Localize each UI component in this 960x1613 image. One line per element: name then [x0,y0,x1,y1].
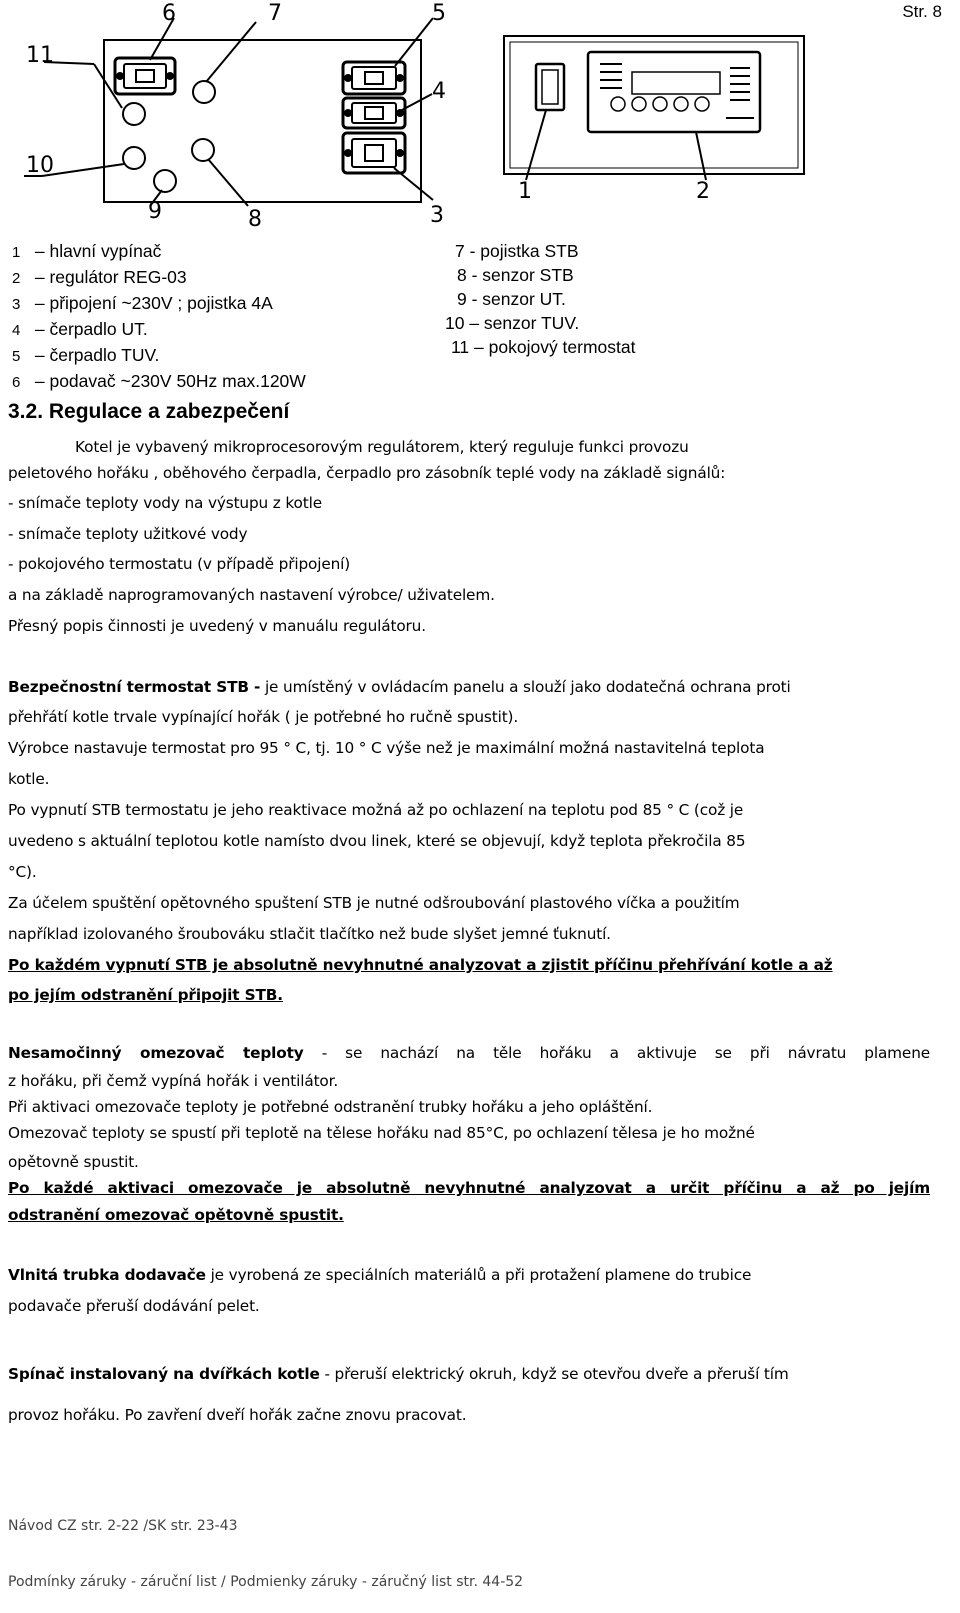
intro-line: Kotel je vybavený mikroprocesorovým regulátorem, který reguluje funkci provozu [75,438,689,456]
legend-item: 11 – pokojový termostat [451,337,636,357]
intro-line: peletového hořáku , oběhového čerpadla, čerpadlo pro zásobník teplé vody na základě signálů: [8,464,726,482]
stb-line: Výrobce nastavuje termostat pro 95 ° C, tj. 10 ° C výše než je maximální možná nastavitelná teplota [8,739,765,757]
legend-item: 10 – senzor TUV. [445,313,580,333]
socket-pump-tuv-icon [343,62,405,94]
limiter-line: opětovně spustit. [8,1153,139,1171]
legend-item: 4 – čerpadlo UT. [12,319,148,339]
power-inlet-icon [343,133,405,173]
socket-pump-ut-icon [343,98,405,128]
tube-line: podavače přeruší dodávání pelet. [8,1297,260,1315]
callout-9: 9 [148,199,162,224]
legend-item: 3 – připojení ~230V ; pojistka 4A [12,293,273,313]
callout-11: 11 [26,43,54,68]
stb-fuse-icon [193,81,215,103]
page-number: Str. 8 [902,2,942,21]
callout-7: 7 [268,1,282,26]
section-title: 3.2. Regulace a zabezpečení [8,400,290,423]
stb-line: kotle. [8,770,50,788]
legend-item: 2 – regulátor REG-03 [12,267,187,287]
socket-feeder-icon [115,58,175,94]
stb-line: například izolovaného šroubováku stlačit tlačítko než bude slyšet jemné ťuknutí. [8,925,611,943]
sensor-tuv-gland-icon [123,147,145,169]
limiter-line: Při aktivaci omezovače teploty je potřebné odstranění trubky hořáku a jeho opláštění. [8,1098,653,1116]
stb-line: Bezpečnostní termostat STB - je umístěný v ovládacím panelu a slouží jako dodatečná ochrana proti [8,678,791,696]
intro-line: a na základě naprogramovaných nastavení výrobce/ uživatelem. [8,586,495,604]
stb-heading: Bezpečnostní termostat STB - [8,678,261,696]
legend-item: 7 - pojistka STB [455,241,579,261]
legend-item: 5 – čerpadlo TUV. [12,345,160,365]
limiter-line: Omezovač teploty se spustí při teplotě na tělese hořáku nad 85°C, po ochlazení tělesa je ho možné [8,1124,755,1142]
intro-line: - snímače teploty vody na výstupu z kotle [8,494,322,512]
legend-right [445,239,636,359]
limiter-line: z hořáku, při čemž vypíná hořák i ventilátor. [8,1072,339,1090]
legend-item: 1 – hlavní vypínač [12,241,162,261]
switch-line: provoz hořáku. Po zavření dveří hořák začne znovu pracovat. [8,1406,467,1424]
callout-1: 1 [518,179,532,204]
intro-line: Přesný popis činnosti je uvedený v manuálu regulátoru. [8,617,426,635]
callout-6: 6 [162,1,176,26]
stb-line: uvedeno s aktuální teplotou kotle namísto dvou linek, které se objevují, když teplota překročila 85 [8,832,746,850]
callout-2: 2 [696,179,710,204]
stb-line: Za účelem spuštění opětovného spuštení STB je nutné odšroubování plastového víčka a použitím [8,894,740,912]
stb-warning: po jejím odstranění připojit STB. [8,986,283,1004]
sensor-ut-gland-icon [154,170,176,192]
legend-item: 6 – podavač ~230V 50Hz max.120W [12,371,306,391]
stb-warning: Po každém vypnutí STB je absolutně nevyhnutné analyzovat a zjistit příčinu přehřívání kotle a až [8,956,833,974]
callout-3: 3 [430,203,444,228]
stb-line: Po vypnutí STB termostatu je jeho reaktivace možná až po ochlazení na teplotu pod 85 ° C (což je [8,801,744,819]
footer-line: Podmínky záruky - záruční list / Podmienky záruky - záručný list str. 44-52 [8,1574,524,1590]
stb-line: přehřátí kotle trvale vypínající hořák ( je potřebné ho ručně spustit). [8,708,519,726]
control-panel-diagram [500,30,810,205]
room-thermostat-gland-icon [123,103,145,125]
callout-4: 4 [432,79,446,104]
main-switch-icon [536,64,564,110]
intro-line: - snímače teploty užitkové vody [8,525,248,543]
switch-line: Spínač instalovaný na dvířkách kotle - přeruší elektrický okruh, když se otevřou dveře a přeruší tím [8,1365,789,1383]
limiter-warning: odstranění omezovač opětovně spustit. [8,1206,344,1224]
callout-5: 5 [432,1,446,26]
legend-left [12,239,306,395]
switch-heading: Spínač instalovaný na dvířkách kotle [8,1365,320,1383]
limiter-warning: Po každé aktivaci omezovače je absolutně nevyhnutné analyzovat a určit příčinu a až po jejím [8,1179,930,1197]
stb-line: °C). [8,863,37,881]
tube-line: Vlnitá trubka dodavače je vyrobená ze speciálních materiálů a při protažení plamene do trubice [8,1266,752,1284]
legend-item: 8 - senzor STB [457,265,574,285]
tube-heading: Vlnitá trubka dodavače [8,1266,206,1284]
footer-line: Návod CZ str. 2-22 /SK str. 23-43 [8,1518,238,1534]
limiter-heading: Nesamočinný omezovač teploty [8,1044,304,1062]
callout-10: 10 [26,153,54,178]
sensor-stb-gland-icon [192,139,214,161]
limiter-line: Nesamočinný omezovač teploty - se nachází na těle hořáku a aktivuje se při návratu plamene [8,1044,931,1062]
regulator-reg03-icon [588,52,760,132]
legend-item: 9 - senzor UT. [457,289,566,309]
intro-line: - pokojového termostatu (v případě připojení) [8,555,351,573]
rear-panel-diagram [22,0,462,232]
callout-8: 8 [248,207,262,232]
